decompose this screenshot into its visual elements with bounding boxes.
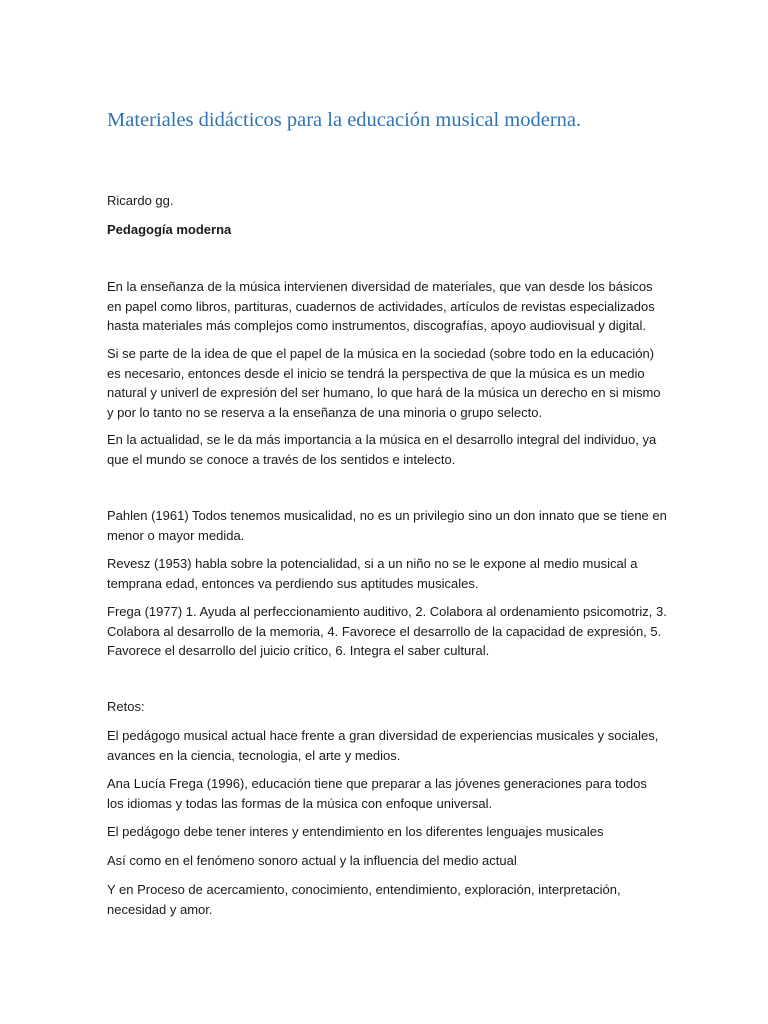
paragraph-pahlen: Pahlen (1961) Todos tenemos musicalidad, no es un privilegio sino un don innato que se tiene en menor o mayor medida.	[107, 508, 667, 543]
paragraph-process: Y en Proceso de acercamiento, conocimiento, entendimiento, exploración, interpretación, necesidad y amor.	[107, 882, 621, 917]
paragraph-role-of-music: Si se parte de la idea de que el papel de la música en la sociedad (sobre todo en la educación) es necesario, entonces desde el inicio se tendrá la perspectiva de que la música es un medio natural y univerl de expresión del ser humano, lo que hará de la música un derecho en si mismo y por lo tanto no se reserva a la enseñanza de una minoria o grupo selecto.	[107, 346, 661, 420]
paragraph-integral-development: En la actualidad, se le da más importancia a la música en el desarrollo integral del individuo, ya que el mundo se conoce a través de los sentidos e intelecto.	[107, 432, 657, 467]
paragraph-musical-languages: El pedágogo debe tener interes y entendimiento en los diferentes lenguajes musicales	[107, 824, 604, 839]
paragraph-frega: Frega (1977) 1. Ayuda al perfeccionamiento auditivo, 2. Colabora al ordenamiento psicomotriz, 3. Colabora al desarrollo de la memoria, 4. Favorece el desarrollo de la capacidad de expresión, 5. Favorece el desarrollo del juicio crítico, 6. Integra el saber cultural.	[107, 604, 667, 658]
subject-heading: Pedagogía moderna	[107, 222, 232, 237]
author-line: Ricardo gg.	[107, 193, 174, 208]
paragraph-pedagogue-challenges: El pedágogo musical actual hace frente a gran diversidad de experiencias musicales y sociales, avances en la ciencia, tecnologia, el arte y medios.	[107, 728, 659, 763]
section-heading-retos: Retos:	[107, 699, 145, 714]
paragraph-revesz: Revesz (1953) habla sobre la potencialidad, si a un niño no se le expone al medio musical a temprana edad, entonces va perdiendo sus aptitudes musicales.	[107, 556, 638, 591]
document-title: Materiales didácticos para la educación musical moderna.	[107, 109, 582, 131]
paragraph-sound-phenomenon: Así como en el fenómeno sonoro actual y la influencia del medio actual	[107, 853, 517, 868]
paragraph-ana-lucia-frega: Ana Lucía Frega (1996), educación tiene que preparar a las jóvenes generaciones para todos los idiomas y todas las formas de la música con enfoque universal.	[107, 776, 647, 811]
paragraph-materials: En la enseñanza de la música intervienen diversidad de materiales, que van desde los básicos en papel como libros, partituras, cuadernos de actividades, artículos de revistas especializados hasta materiales más complejos como instrumentos, discografías, apoyo audiovisual y digital.	[107, 279, 655, 333]
